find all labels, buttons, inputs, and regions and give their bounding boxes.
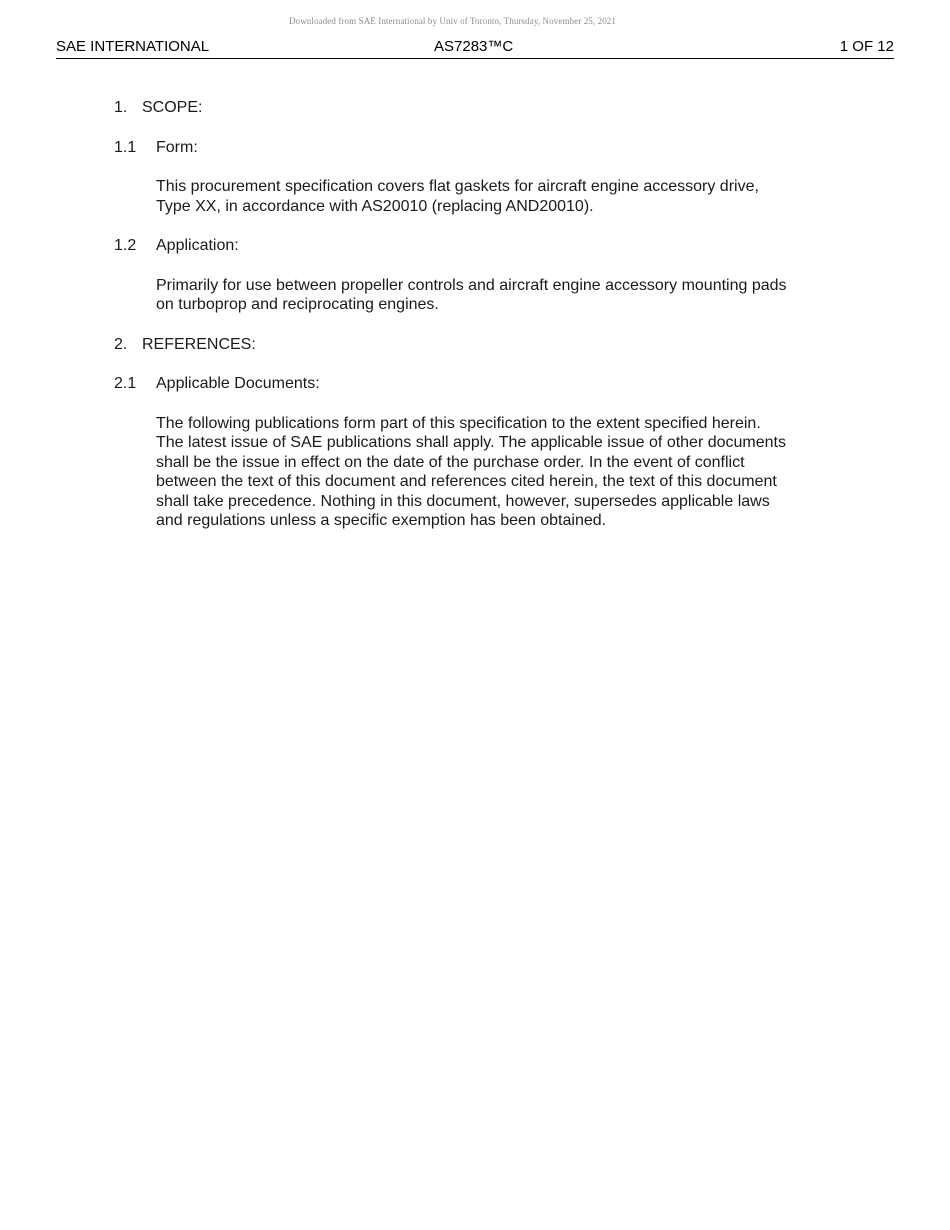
paragraph-line: shall be the issue in effect on the date of the purchase order. In the event of conflict [156,453,745,471]
paragraph-line: Type XX, in accordance with AS20010 (replacing AND20010). [156,197,594,215]
paragraph-line: Primarily for use between propeller controls and aircraft engine accessory mounting pads [156,276,787,294]
section-title: REFERENCES: [142,335,256,353]
paragraph-line: The following publications form part of this specification to the extent specified herein. [156,414,761,432]
section-title: Form: [156,138,198,156]
section-number: 2.1 [114,375,137,392]
section-title: Application: [156,237,239,254]
section-heading-applicable-documents [114,374,854,394]
section-heading-form [114,138,854,158]
paragraph-line: and regulations unless a specific exemption has been obtained. [156,512,607,529]
download-watermark: Downloaded from SAE International by Univ of Toronto, Thursday, November 25, 2021 [289,16,616,26]
paragraph-line: on turboprop and reciprocating engines. [156,296,439,313]
section-heading-scope [114,98,854,118]
document-body [114,98,854,531]
section-number: 1.2 [114,237,137,254]
page-header [56,38,894,59]
header-organization: SAE INTERNATIONAL [56,38,210,55]
paragraph-line: shall take precedence. Nothing in this document, however, supersedes applicable laws [156,492,770,510]
section-title: Applicable Documents: [156,375,320,392]
form-paragraph [114,177,854,216]
application-paragraph [114,276,854,315]
section-number: 1. [114,99,128,116]
section-number: 2. [114,335,128,353]
section-title: SCOPE: [142,99,203,116]
header-document-id: AS7283™C [434,38,514,55]
section-heading-application [114,236,854,256]
paragraph-line: between the text of this document and references cited herein, the text of this document [156,473,777,490]
header-page-number: 1 OF 12 [839,38,894,55]
paragraph-line: This procurement specification covers flat gaskets for aircraft engine accessory drive, [156,178,759,195]
applicable-documents-paragraph [114,414,854,531]
paragraph-line: The latest issue of SAE publications shall apply. The applicable issue of other documents [156,434,786,451]
section-number: 1.1 [114,138,137,156]
section-heading-references [114,335,854,355]
